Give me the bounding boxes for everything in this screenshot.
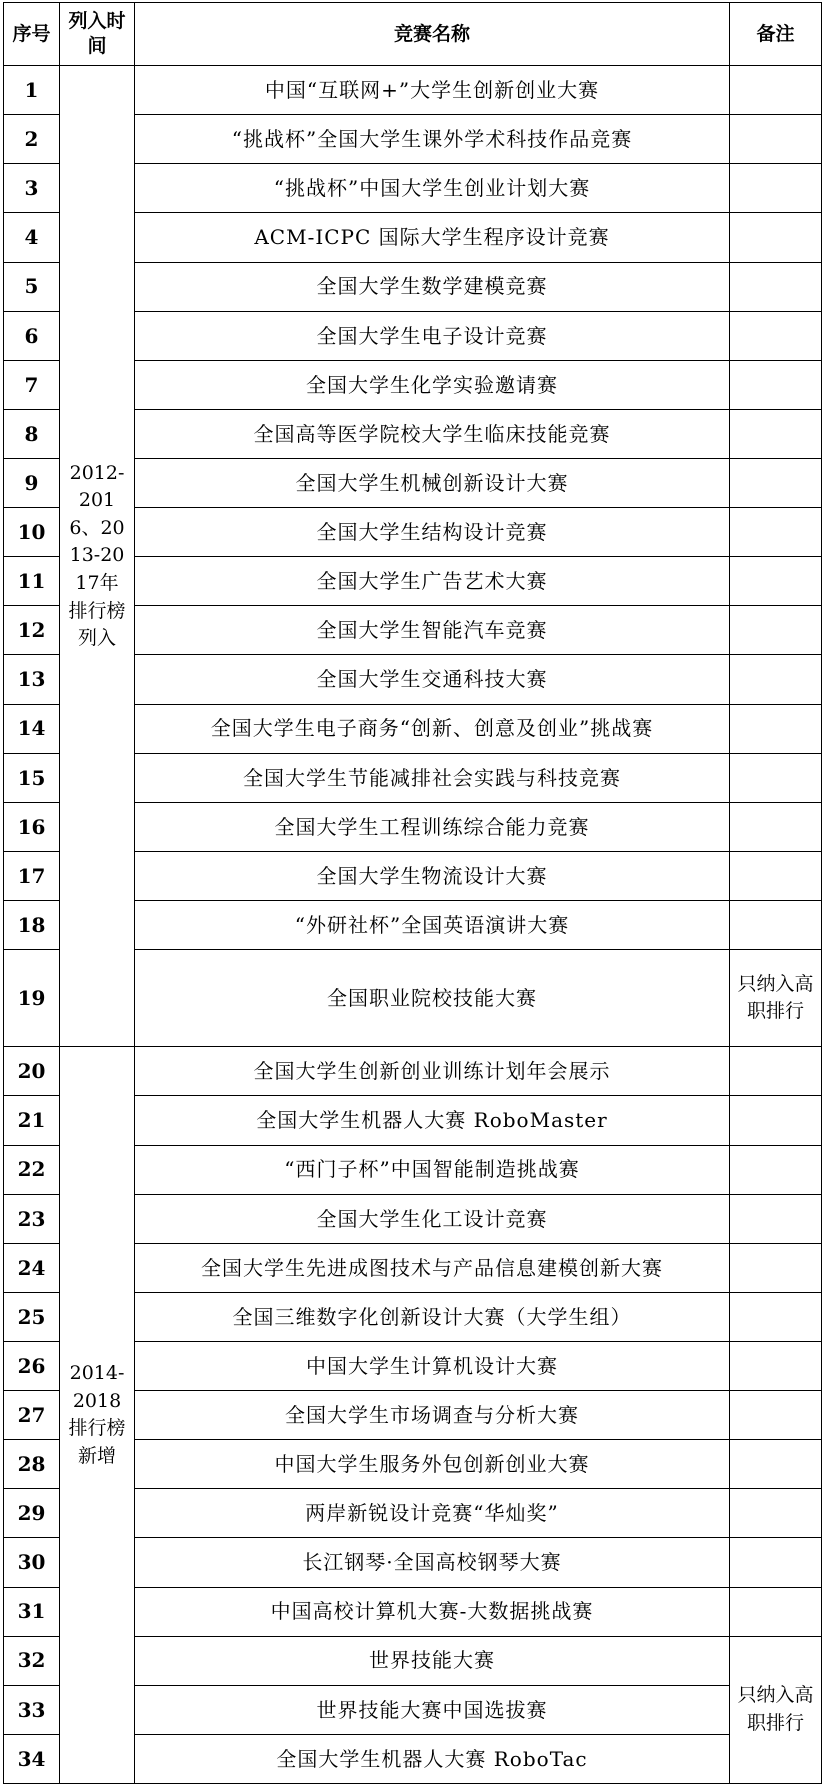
competition-name: 全国大学生工程训练综合能力竞赛 bbox=[135, 802, 730, 851]
row-number: 5 bbox=[4, 262, 60, 311]
competition-name: 中国大学生服务外包创新创业大赛 bbox=[135, 1440, 730, 1489]
note-cell: 只纳入高职排行 bbox=[730, 1636, 822, 1783]
row-number: 29 bbox=[4, 1489, 60, 1538]
row-number: 7 bbox=[4, 360, 60, 409]
note-cell-empty bbox=[730, 1096, 822, 1145]
note-cell-empty bbox=[730, 655, 822, 704]
competition-name: 全国大学生市场调查与分析大赛 bbox=[135, 1391, 730, 1440]
note-cell-empty bbox=[730, 901, 822, 950]
competition-name: 全国大学生结构设计竞赛 bbox=[135, 508, 730, 557]
row-number: 25 bbox=[4, 1292, 60, 1341]
competition-name: 全国大学生物流设计大赛 bbox=[135, 851, 730, 900]
note-cell-empty bbox=[730, 802, 822, 851]
note-cell-empty bbox=[730, 459, 822, 508]
row-number: 32 bbox=[4, 1636, 60, 1685]
header-seq: 序号 bbox=[4, 3, 60, 66]
row-number: 15 bbox=[4, 753, 60, 802]
competition-name: “西门子杯”中国智能制造挑战赛 bbox=[135, 1145, 730, 1194]
table-row bbox=[4, 66, 822, 115]
row-number: 26 bbox=[4, 1341, 60, 1390]
row-number: 17 bbox=[4, 851, 60, 900]
competition-name: 全国职业院校技能大赛 bbox=[135, 950, 730, 1047]
row-number: 11 bbox=[4, 557, 60, 606]
row-number: 22 bbox=[4, 1145, 60, 1194]
competition-name: 中国高校计算机大赛-大数据挑战赛 bbox=[135, 1587, 730, 1636]
note-cell-empty bbox=[730, 1489, 822, 1538]
row-number: 34 bbox=[4, 1734, 60, 1783]
note-cell-empty bbox=[730, 753, 822, 802]
competition-name: 全国大学生化学实验邀请赛 bbox=[135, 360, 730, 409]
note-cell-empty bbox=[730, 1194, 822, 1243]
note-cell-empty bbox=[730, 360, 822, 409]
note-cell-empty bbox=[730, 704, 822, 753]
competition-name: 全国大学生化工设计竞赛 bbox=[135, 1194, 730, 1243]
competition-name: 全国大学生创新创业训练计划年会展示 bbox=[135, 1047, 730, 1096]
competition-name: 全国高等医学院校大学生临床技能竞赛 bbox=[135, 409, 730, 458]
competition-name: 全国大学生数学建模竞赛 bbox=[135, 262, 730, 311]
note-cell-empty bbox=[730, 409, 822, 458]
row-number: 10 bbox=[4, 508, 60, 557]
header-period: 列入时间 bbox=[60, 3, 135, 66]
note-cell-empty bbox=[730, 1440, 822, 1489]
row-number: 9 bbox=[4, 459, 60, 508]
note-cell-empty bbox=[730, 1391, 822, 1440]
competition-name: 全国大学生交通科技大赛 bbox=[135, 655, 730, 704]
row-number: 33 bbox=[4, 1685, 60, 1734]
row-number: 8 bbox=[4, 409, 60, 458]
competition-name: 全国大学生电子设计竞赛 bbox=[135, 311, 730, 360]
competition-name: 全国大学生机器人大赛 RoboMaster bbox=[135, 1096, 730, 1145]
note-cell-empty bbox=[730, 311, 822, 360]
note-cell-empty bbox=[730, 164, 822, 213]
competition-name: 全国大学生电子商务“创新、创意及创业”挑战赛 bbox=[135, 704, 730, 753]
note-cell-empty bbox=[730, 851, 822, 900]
row-number: 14 bbox=[4, 704, 60, 753]
row-number: 2 bbox=[4, 115, 60, 164]
table-row bbox=[4, 1047, 822, 1096]
row-number: 19 bbox=[4, 950, 60, 1047]
note-cell-empty bbox=[730, 508, 822, 557]
note-cell-empty bbox=[730, 262, 822, 311]
note-cell-empty bbox=[730, 1587, 822, 1636]
competition-name: 全国大学生节能减排社会实践与科技竞赛 bbox=[135, 753, 730, 802]
competition-name: 全国大学生机器人大赛 RoboTac bbox=[135, 1734, 730, 1783]
row-number: 28 bbox=[4, 1440, 60, 1489]
competition-name: 世界技能大赛 bbox=[135, 1636, 730, 1685]
competition-table bbox=[3, 2, 822, 1784]
note-cell-empty bbox=[730, 1538, 822, 1587]
row-number: 6 bbox=[4, 311, 60, 360]
note-cell-empty bbox=[730, 1243, 822, 1292]
competition-name: 全国三维数字化创新设计大赛（大学生组） bbox=[135, 1292, 730, 1341]
note-cell-empty bbox=[730, 115, 822, 164]
competition-name: “挑战杯”中国大学生创业计划大赛 bbox=[135, 164, 730, 213]
row-number: 12 bbox=[4, 606, 60, 655]
competition-name: 中国大学生计算机设计大赛 bbox=[135, 1341, 730, 1390]
row-number: 18 bbox=[4, 901, 60, 950]
period-cell: 2014-2018排行榜新增 bbox=[60, 1047, 135, 1784]
competition-name: “外研社杯”全国英语演讲大赛 bbox=[135, 901, 730, 950]
row-number: 13 bbox=[4, 655, 60, 704]
competition-name: ACM-ICPC 国际大学生程序设计竞赛 bbox=[135, 213, 730, 262]
row-number: 21 bbox=[4, 1096, 60, 1145]
row-number: 1 bbox=[4, 66, 60, 115]
competition-name: “挑战杯”全国大学生课外学术科技作品竞赛 bbox=[135, 115, 730, 164]
header-note: 备注 bbox=[730, 3, 822, 66]
note-cell-empty bbox=[730, 1047, 822, 1096]
row-number: 3 bbox=[4, 164, 60, 213]
competition-name: 全国大学生智能汽车竞赛 bbox=[135, 606, 730, 655]
note-cell-empty bbox=[730, 1145, 822, 1194]
note-cell-empty bbox=[730, 557, 822, 606]
header-name: 竞赛名称 bbox=[135, 3, 730, 66]
row-number: 31 bbox=[4, 1587, 60, 1636]
competition-name: 两岸新锐设计竞赛“华灿奖” bbox=[135, 1489, 730, 1538]
note-cell-empty bbox=[730, 213, 822, 262]
competition-name: 中国“互联网+”大学生创新创业大赛 bbox=[135, 66, 730, 115]
header-row bbox=[4, 3, 822, 66]
row-number: 27 bbox=[4, 1391, 60, 1440]
note-cell: 只纳入高职排行 bbox=[730, 950, 822, 1047]
row-number: 24 bbox=[4, 1243, 60, 1292]
period-cell: 2012-2016、2013-2017年排行榜列入 bbox=[60, 66, 135, 1047]
note-cell-empty bbox=[730, 66, 822, 115]
row-number: 30 bbox=[4, 1538, 60, 1587]
competition-name: 全国大学生机械创新设计大赛 bbox=[135, 459, 730, 508]
row-number: 20 bbox=[4, 1047, 60, 1096]
row-number: 16 bbox=[4, 802, 60, 851]
note-cell-empty bbox=[730, 1292, 822, 1341]
row-number: 4 bbox=[4, 213, 60, 262]
row-number: 23 bbox=[4, 1194, 60, 1243]
competition-name: 长江钢琴·全国高校钢琴大赛 bbox=[135, 1538, 730, 1587]
competition-name: 全国大学生先进成图技术与产品信息建模创新大赛 bbox=[135, 1243, 730, 1292]
note-cell-empty bbox=[730, 606, 822, 655]
competition-name: 世界技能大赛中国选拔赛 bbox=[135, 1685, 730, 1734]
competition-name: 全国大学生广告艺术大赛 bbox=[135, 557, 730, 606]
note-cell-empty bbox=[730, 1341, 822, 1390]
